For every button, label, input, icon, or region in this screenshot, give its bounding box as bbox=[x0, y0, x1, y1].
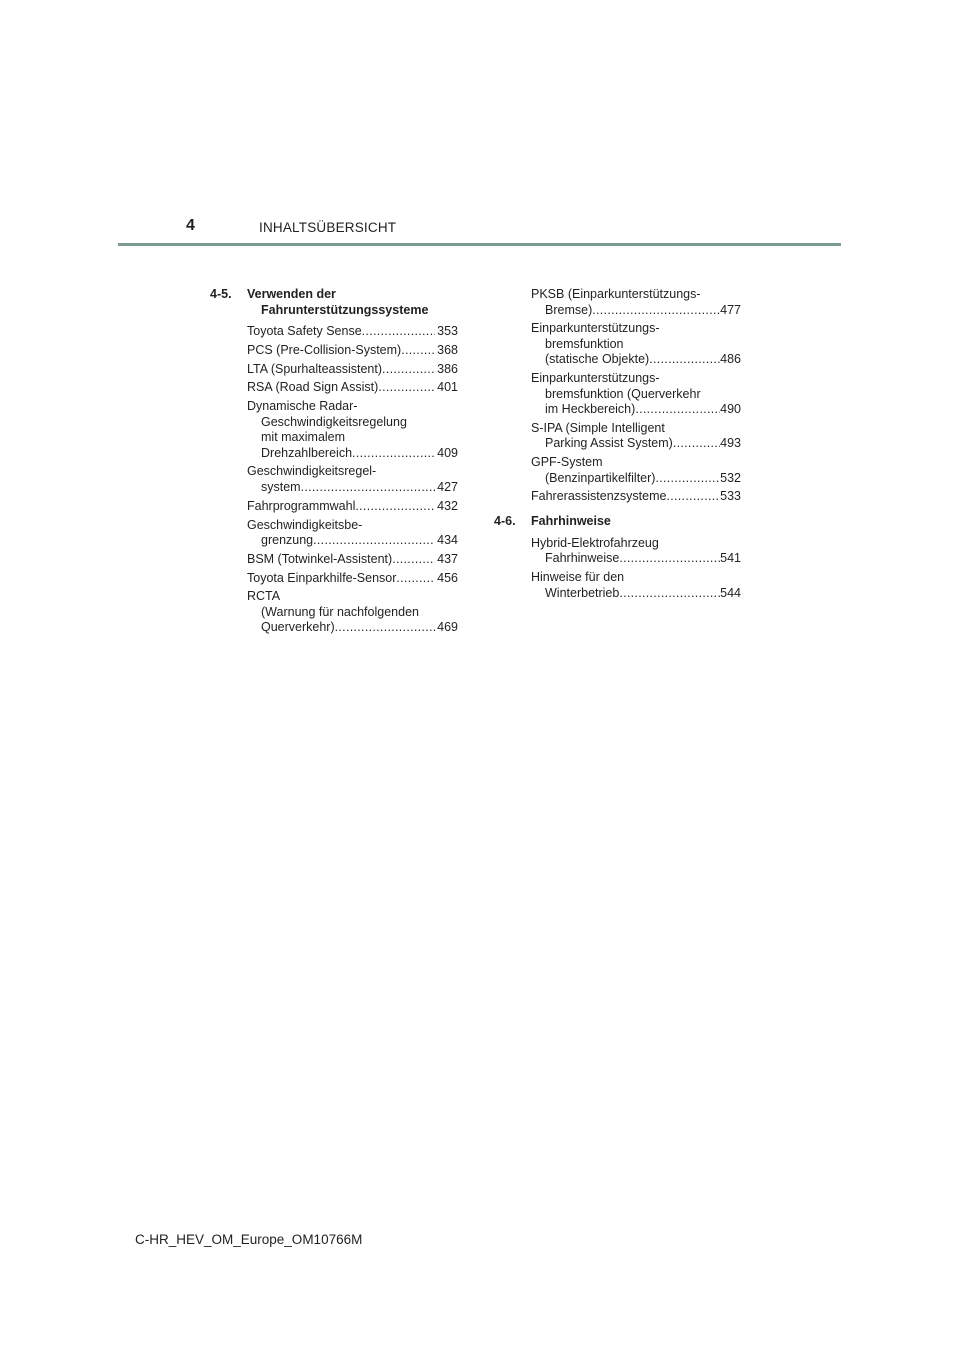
toc-entry-page: 486 bbox=[720, 352, 741, 367]
section-title-line1: Verwenden der bbox=[247, 287, 336, 301]
dot-leader bbox=[396, 571, 435, 587]
toc-entry-leader-line bbox=[531, 352, 741, 368]
toc-entry-title: RSA (Road Sign Assist) bbox=[247, 380, 379, 395]
toc-entry-page: 541 bbox=[720, 551, 741, 566]
toc-entry-title: (statische Objekte) bbox=[545, 352, 650, 367]
toc-entry-line: Geschwindigkeitsregelung bbox=[261, 414, 407, 429]
toc-entry-leader-line bbox=[247, 552, 458, 568]
toc-entry-title: (Benzinpartikelfilter) bbox=[545, 470, 656, 485]
toc-entry[interactable] bbox=[247, 571, 458, 587]
toc-entry-line: S-IPA (Simple Intelligent bbox=[531, 420, 665, 435]
toc-entry[interactable] bbox=[247, 552, 458, 568]
toc-entry-leader-line bbox=[531, 402, 741, 418]
toc-entry-leader-line bbox=[247, 380, 458, 396]
toc-entry-title: LTA (Spurhalteassistent) bbox=[247, 361, 383, 376]
toc-entry-title: Bremse) bbox=[545, 302, 593, 317]
dot-leader bbox=[673, 436, 720, 452]
toc-left-column bbox=[210, 287, 458, 639]
toc-entry-leader-line bbox=[247, 499, 458, 515]
page-number: 4 bbox=[186, 217, 195, 234]
toc-entry-leader-line bbox=[531, 471, 741, 487]
toc-entry-line: RCTA bbox=[247, 589, 281, 604]
toc-entry-title: Toyota Safety Sense bbox=[247, 324, 362, 338]
toc-entry-title: Toyota Einparkhilfe-Sensor bbox=[247, 570, 397, 585]
toc-entry-line: PKSB (Einparkunterstützungs- bbox=[531, 287, 701, 301]
toc-entry-page: 493 bbox=[720, 436, 741, 451]
section-title bbox=[247, 287, 458, 318]
dot-leader bbox=[378, 380, 435, 396]
toc-entry-title: Parking Assist System) bbox=[545, 436, 673, 451]
toc-entry-title: BSM (Totwinkel-Assistent) bbox=[247, 551, 393, 566]
toc-entry[interactable] bbox=[531, 489, 741, 505]
toc-entry-page: 368 bbox=[437, 342, 458, 357]
dot-leader bbox=[635, 402, 720, 418]
toc-entry-page: 353 bbox=[437, 324, 458, 338]
toc-entry-title: system bbox=[261, 479, 301, 494]
toc-entry-line: mit maximalem bbox=[261, 430, 346, 445]
toc-entry-page: 456 bbox=[437, 570, 458, 585]
toc-entry-title: im Heckbereich) bbox=[545, 402, 636, 417]
toc-entry[interactable] bbox=[247, 589, 458, 636]
dot-leader bbox=[335, 620, 436, 636]
toc-entry-list bbox=[210, 324, 458, 636]
dot-leader bbox=[362, 324, 435, 340]
toc-entry-title: Fahrerassistenzsysteme bbox=[531, 489, 667, 504]
toc-entry-page: 432 bbox=[437, 498, 458, 513]
toc-entry-leader-line bbox=[531, 303, 741, 319]
toc-entry[interactable] bbox=[531, 287, 741, 318]
toc-entry-title: Fahrhinweise bbox=[545, 551, 620, 566]
toc-entry-line: Geschwindigkeitsregel- bbox=[247, 464, 377, 479]
dot-leader bbox=[392, 552, 435, 568]
dot-leader bbox=[313, 533, 435, 549]
toc-entry-title: PCS (Pre-Collision-System) bbox=[247, 342, 402, 357]
toc-entry-leader-line bbox=[247, 362, 458, 378]
toc-entry[interactable] bbox=[531, 536, 741, 567]
footer-code: C-HR_HEV_OM_Europe_OM10766M bbox=[135, 1232, 363, 1247]
dot-leader bbox=[655, 471, 720, 487]
toc-entry-page: 401 bbox=[437, 380, 458, 395]
toc-entry-page: 533 bbox=[720, 489, 741, 504]
toc-entry[interactable] bbox=[531, 455, 741, 486]
toc-entry-line: Einparkunterstützungs- bbox=[531, 371, 660, 386]
dot-leader bbox=[649, 352, 720, 368]
toc-entry-line: Einparkunterstützungs- bbox=[531, 321, 660, 336]
toc-entry[interactable] bbox=[531, 570, 741, 601]
toc-entry-line: bremsfunktion (Querverkehr bbox=[545, 386, 701, 401]
toc-entry-leader-line bbox=[247, 343, 458, 359]
section-title-line2: Fahrunterstützungssysteme bbox=[261, 302, 429, 317]
toc-entry-page: 437 bbox=[437, 551, 458, 566]
section-title: Fahrhinweise bbox=[531, 514, 611, 529]
dot-leader bbox=[382, 362, 435, 378]
toc-entry-page: 427 bbox=[437, 479, 458, 494]
toc-entry-page: 490 bbox=[720, 402, 741, 417]
toc-entry-page: 469 bbox=[437, 620, 458, 635]
dot-leader bbox=[301, 480, 436, 496]
section-number: 4-5. bbox=[210, 287, 232, 301]
dot-leader bbox=[619, 586, 720, 602]
toc-entry-line: Hinweise für den bbox=[531, 570, 625, 585]
dot-leader bbox=[401, 343, 435, 359]
toc-entry-list bbox=[494, 287, 741, 505]
dot-leader bbox=[352, 446, 435, 462]
toc-section-4-6 bbox=[494, 514, 741, 530]
toc-entry-line: (Warnung für nachfolgenden bbox=[261, 604, 419, 619]
toc-entry-leader-line bbox=[247, 571, 458, 587]
toc-entry-list bbox=[494, 536, 741, 601]
toc-entry-leader-line bbox=[247, 446, 458, 462]
toc-entry-title: Fahrprogrammwahl bbox=[247, 498, 356, 513]
toc-entry[interactable] bbox=[247, 362, 458, 378]
toc-entry-line: bremsfunktion bbox=[545, 336, 624, 351]
toc-entry-leader-line bbox=[247, 480, 458, 496]
toc-entry-title: grenzung bbox=[261, 533, 314, 548]
toc-entry[interactable] bbox=[531, 421, 741, 452]
toc-entry-page: 386 bbox=[437, 361, 458, 376]
toc-entry[interactable] bbox=[531, 321, 741, 368]
toc-right-column bbox=[494, 287, 741, 604]
toc-entry[interactable] bbox=[247, 324, 458, 340]
toc-entry[interactable] bbox=[247, 499, 458, 515]
toc-entry-leader-line bbox=[531, 551, 741, 567]
dot-leader bbox=[355, 499, 435, 515]
dot-leader bbox=[592, 303, 720, 319]
toc-entry-title: Querverkehr) bbox=[261, 620, 335, 635]
toc-entry[interactable] bbox=[247, 464, 458, 495]
dot-leader bbox=[619, 551, 720, 567]
toc-entry-leader-line bbox=[247, 620, 458, 636]
toc-entry-page: 434 bbox=[437, 533, 458, 548]
toc-entry-leader-line bbox=[531, 436, 741, 452]
toc-entry-leader-line bbox=[531, 586, 741, 602]
toc-entry-title: Drehzahlbereich bbox=[261, 445, 353, 460]
toc-entry[interactable] bbox=[247, 343, 458, 359]
dot-leader bbox=[666, 489, 720, 505]
toc-entry-page: 532 bbox=[720, 470, 741, 485]
toc-entry-line: GPF-System bbox=[531, 455, 603, 470]
toc-entry-page: 409 bbox=[437, 445, 458, 460]
toc-entry-line: Hybrid-Elektrofahrzeug bbox=[531, 535, 659, 550]
toc-entry-page: 544 bbox=[720, 585, 741, 600]
toc-entry[interactable] bbox=[247, 380, 458, 396]
toc-entry-leader-line bbox=[247, 324, 458, 340]
toc-section-4-5 bbox=[210, 287, 458, 318]
section-number: 4-6. bbox=[494, 514, 516, 529]
toc-entry[interactable] bbox=[247, 399, 458, 461]
toc-entry-leader-line bbox=[247, 533, 458, 549]
toc-entry[interactable] bbox=[531, 371, 741, 418]
toc-entry-leader-line bbox=[531, 489, 741, 505]
toc-entry[interactable] bbox=[247, 518, 458, 549]
toc-entry-page: 477 bbox=[720, 302, 741, 317]
toc-entry-line: Dynamische Radar- bbox=[247, 399, 358, 414]
header-title: INHALTSÜBERSICHT bbox=[259, 220, 397, 235]
header-rule bbox=[118, 243, 841, 246]
toc-entry-title: Winterbetrieb bbox=[545, 585, 620, 600]
toc-entry-line: Geschwindigkeitsbe- bbox=[247, 517, 363, 532]
